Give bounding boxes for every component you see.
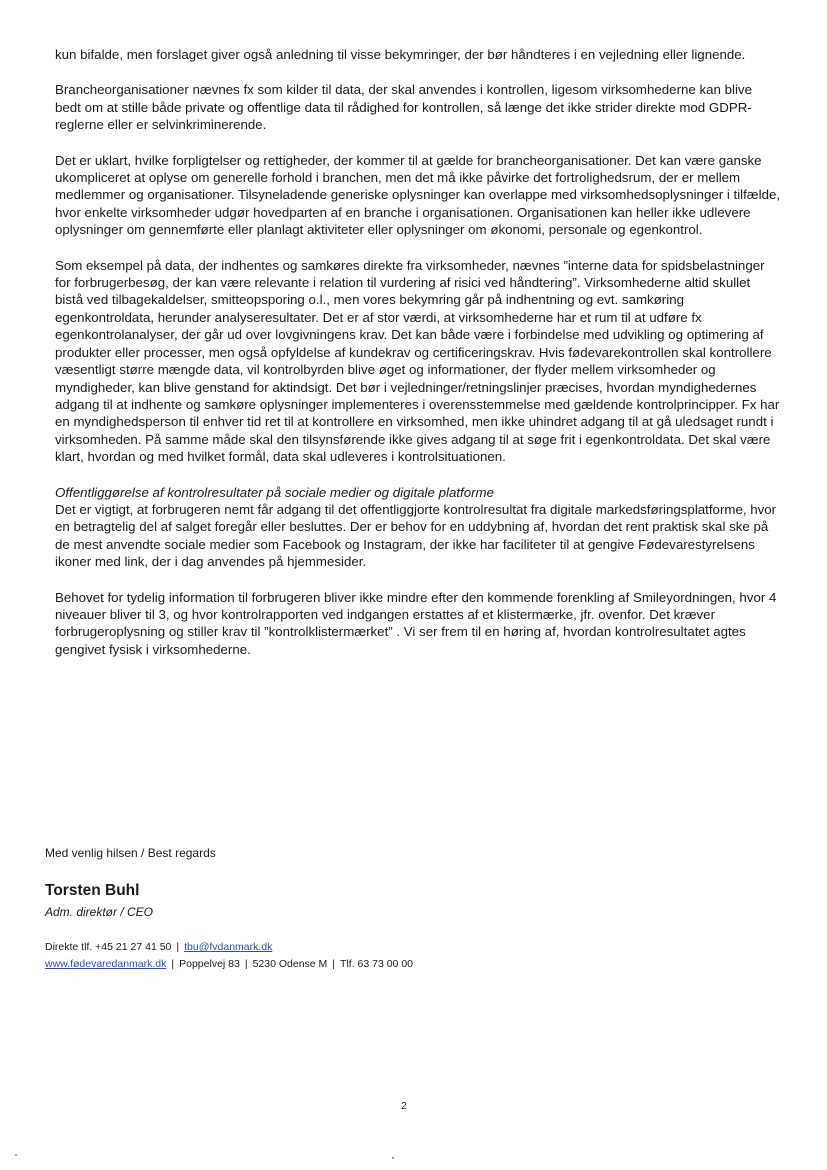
paragraph-5: Det er vigtigt, at forbrugeren nemt får adgang til det offentliggjorte kontrolresultat fra digitale markedsføringsplatforme, hvor en betragtelig del af salget foregår eller besluttes. Der er behov for en uddybning af, hvordan det rent praktisk skal ske på de mest anvendte sociale medier som Facebook og Instagram, der ikke har faciliteter til at gengive Fødevarestyrelsens ikoner med link, der i dag anvendes på hjemmesider. <box>55 501 777 570</box>
page-number: 2 <box>401 1100 407 1112</box>
contact-line-1 <box>45 941 272 953</box>
direct-phone: Direkte tlf. +45 21 27 41 50 <box>45 941 172 953</box>
separator: | <box>244 958 248 970</box>
separator: | <box>176 941 180 953</box>
email-link[interactable]: tbu@fvdanmark.dk <box>184 941 273 953</box>
paragraph-3: Det er uklart, hvilke forpligtelser og rettigheder, der kommer til at gælde for brancheorganisationer. Det kan være ganske ukompliceret at oplyse om generelle forhold i branchen, men det må ikke påvirke det fortrolighedsrum, der er mellem medlemmer og organisationer. Tilsyneladende generiske oplysninger kan overlappe med virksomhedsoplysninger i tilfælde, hvor enkelte virksomheder udgør hovedparten af en branche i organisationen. Organisationen kan heller ikke udlevere oplysninger om gennemførte eller planlagt aktiviteter eller oplysninger om økonomi, personale og egenkontrol. <box>55 152 781 238</box>
scan-speck <box>392 1157 394 1159</box>
separator: | <box>332 958 336 970</box>
main-phone: Tlf. 63 73 00 00 <box>340 958 413 970</box>
separator: | <box>171 958 175 970</box>
signatory-name: Torsten Buhl <box>45 882 140 899</box>
section-subheading: Offentliggørelse af kontrolresultater på sociale medier og digitale platforme <box>55 484 495 500</box>
street-address: Poppelvej 83 <box>179 958 240 970</box>
signatory-title: Adm. direktør / CEO <box>45 905 154 919</box>
letter-body <box>55 46 781 658</box>
city-address: 5230 Odense M <box>252 958 328 970</box>
contact-line-2 <box>45 958 413 970</box>
paragraph-4: Som eksempel på data, der indhentes og samkøres direkte fra virksomheder, nævnes ”interne data for spidsbelastninger for forbrugerbesøg, der kan være relevante i relation til vurdering af risici ved håndtering”. Virksomhederne altid skullet bistå ved tilbagekaldelser, smitteopsporing o.l., men vores bekymring går på indhentning og evt. samkøring egenkontroldata, herunder analyseresultater. Det er af stor værdi, at virksomhederne har et rum til at udføre fx egenkontrolanalyser, der går ud over lovgivningens krav. Det kan både være i forbindelse med udvikling og optimering af produkter eller processer, men også opfyldelse af kundekrav og certificeringskrav. Hvis fødevarekontrollen skal kontrollere væsentligt større mængde data, vil kontrolbyrden blive øget og informationer, der flyder mellem virksomheder og myndigheder, kan blive genstand for aktindsigt. Det bør i vejledninger/retningslinjer præcises, hvordan myndighedernes adgang til at indhente og samkøre oplysninger implementeres i overensstemmelse med gældende kontrolprincipper. Fx har en myndighedsperson til enhver tid ret til at kontrollere en virksomhed, men ikke uhindret adgang til at gå uledsaget rundt i virksomheden. På samme måde skal den tilsynsførende ikke gives adgang til at søge frit i egenkontroldata. Det skal være klart, hvordan og med hvilket formål, data skal udleveres i kontrolsituationen. <box>55 257 780 465</box>
website-link[interactable]: www.fødevaredanmark.dk <box>45 958 167 970</box>
scan-speck <box>15 1154 17 1156</box>
paragraph-1: kun bifalde, men forslaget giver også anledning til visse bekymringer, der bør håndteres i en vejledning eller lignende. <box>55 47 746 62</box>
closing-salutation: Med venlig hilsen / Best regards <box>45 846 216 860</box>
paragraph-2: Brancheorganisationer nævnes fx som kilder til data, der skal anvendes i kontrollen, ligesom virksomhederne kan blive bedt om at stille både private og offentlige data til rådighed for kontrollen, så længe det ikke strider direkte mod GDPR-reglerne eller er selvinkriminerende. <box>55 82 752 133</box>
paragraph-6: Behovet for tydelig information til forbrugeren bliver ikke mindre efter den kommende forenkling af Smileyordningen, hvor 4 niveauer bliver til 3, og hvor kontrolrapporten ved indgangen erstattes af et klistermærke, jfr. ovenfor. Det kræver forbrugeroplysning og stiller krav til ”kontrolklistermærket” . Vi ser frem til en høring af, hvordan kontrolresultatet agtes gengivet fysisk i virksomhederne. <box>55 589 777 657</box>
